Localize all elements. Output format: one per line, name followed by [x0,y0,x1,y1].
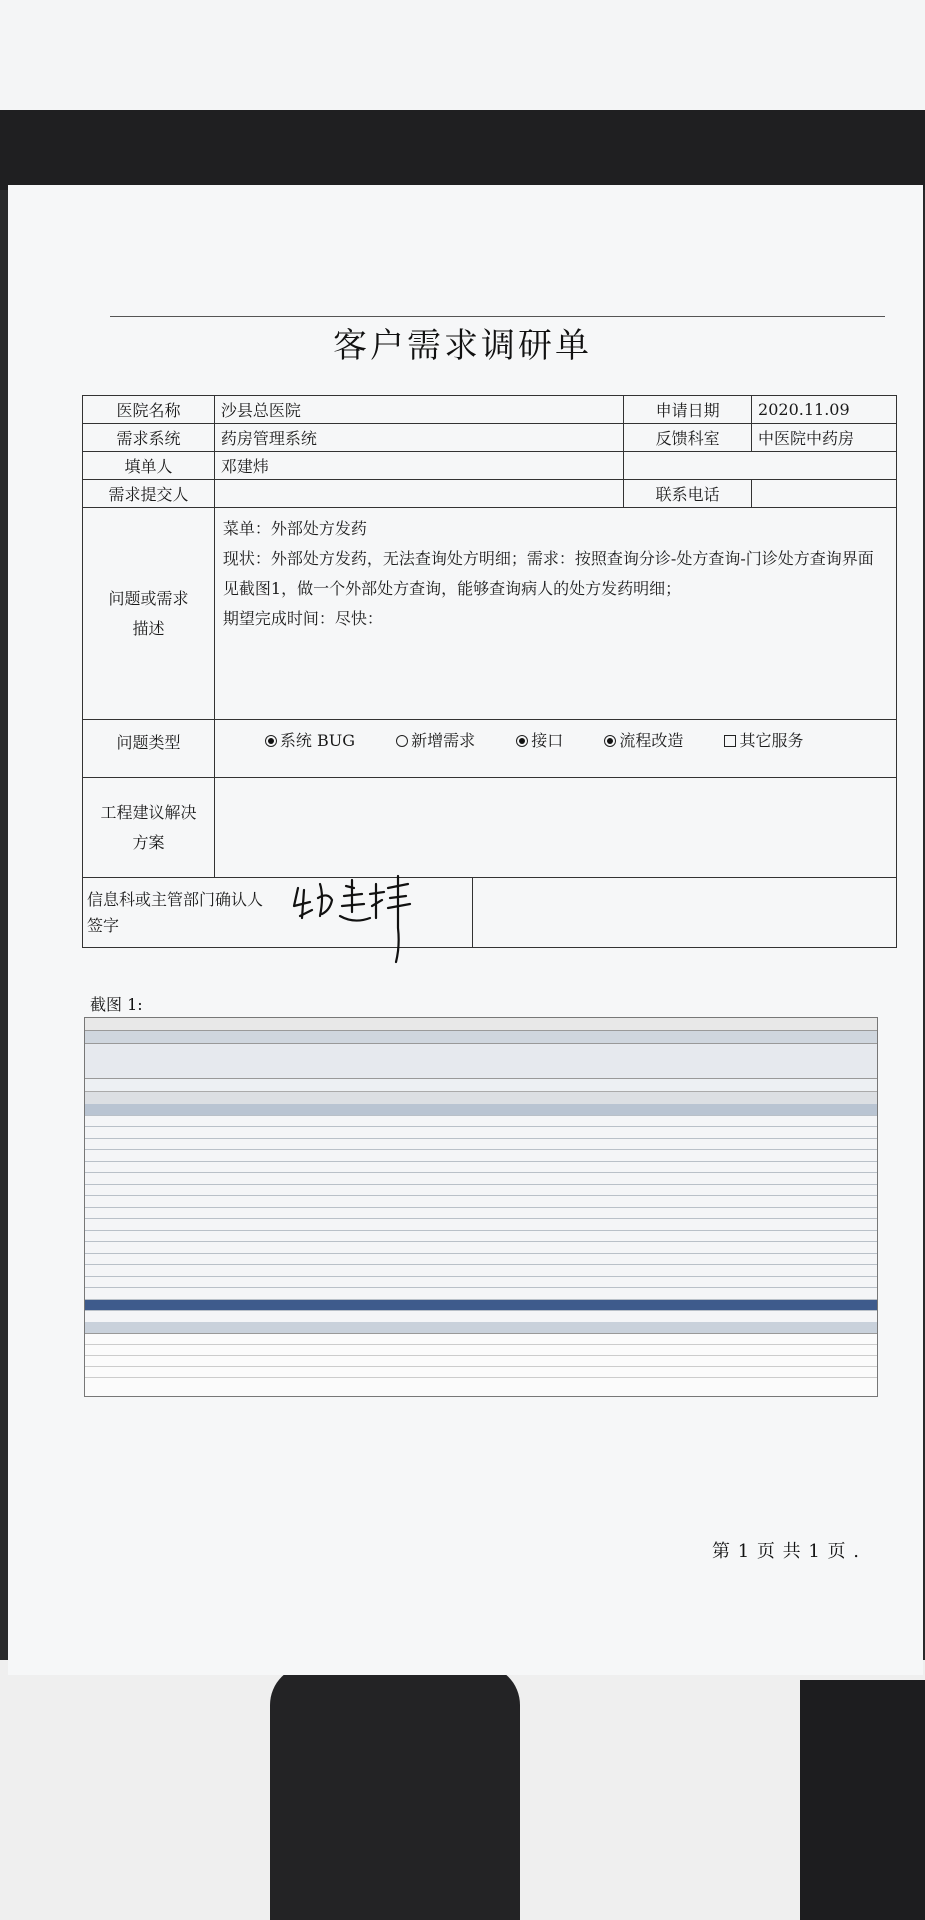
desc-status: 现状：外部处方发药，无法查询处方明细；需求：按照查询分诊-处方查询-门诊处方查询界面见截图1，做一个外部处方查询，能够查询病人的处方发药明细； [222,549,874,598]
sign-label-text: 信息科或主管部门确认人签字 [87,889,264,935]
apply-date-label: 申请日期 [624,396,752,424]
type-label: 问题类型 [83,720,215,778]
screenshot-detail-grid [85,1322,877,1396]
checkbox-empty-icon [724,735,736,747]
grid-row [85,1311,877,1323]
document-title: 客户需求调研单 [333,326,592,366]
filler-label: 填单人 [83,452,215,480]
option-bug [265,728,355,751]
option-interface-label: 接口 [531,731,564,750]
grid-row [85,1231,877,1243]
phone-value [752,480,897,508]
detail-row [85,1345,877,1356]
grid-row [85,1150,877,1162]
dept-label: 反馈科室 [624,424,752,452]
detail-row [85,1367,877,1378]
option-interface [516,728,563,751]
radio-empty-icon [396,735,408,747]
option-other-label: 其它服务 [739,731,804,750]
submitter-label: 需求提交人 [83,480,215,508]
desc-content [214,508,896,720]
radio-checked-icon [516,735,528,747]
hospital-label: 医院名称 [83,396,215,424]
filler-blank [624,452,897,480]
screenshot-menubar [85,1018,877,1031]
grid-header [85,1104,877,1116]
apply-date-value: 2020.11.09 [752,396,897,424]
desc-menu: 菜单：外部处方发药 [222,519,367,538]
detail-row [85,1334,877,1345]
radio-checked-icon [265,735,277,747]
grid-row [85,1139,877,1151]
screenshot-tabs [85,1031,877,1044]
option-process-label: 流程改造 [619,731,684,750]
grid-row [85,1254,877,1266]
grid-row [85,1173,877,1185]
option-process [604,728,683,751]
type-options [214,720,896,778]
sign-blank [472,878,896,948]
desc-deadline: 期望完成时间：尽快： [222,609,383,628]
grid-row [85,1265,877,1277]
dept-value: 中医院中药房 [752,424,897,452]
grid-row-selected [85,1300,877,1312]
screenshot-caption: 截图 1: [90,995,143,1014]
filler-value: 邓建炜 [214,452,623,480]
grid-row [85,1196,877,1208]
radio-checked-icon [604,735,616,747]
screenshot-grid [85,1104,877,1322]
background-person [270,1665,520,1920]
phone-label: 联系电话 [624,480,752,508]
option-other [724,728,803,751]
background-desk [0,110,925,190]
request-form [82,395,897,948]
grid-row [85,1219,877,1231]
grid-row [85,1242,877,1254]
option-bug-label: 系统 BUG [279,731,356,750]
grid-row [85,1127,877,1139]
grid-row [85,1208,877,1220]
grid-row [85,1277,877,1289]
option-new [396,728,475,751]
option-new-label: 新增需求 [411,731,476,750]
grid-row [85,1116,877,1128]
solution-label: 工程建议解决方案 [83,778,215,878]
desc-label: 问题或需求描述 [83,508,215,720]
embedded-screenshot [84,1017,878,1397]
system-value: 药房管理系统 [214,424,623,452]
grid-row [85,1162,877,1174]
title-rule [110,316,885,317]
background-shadow [800,1680,925,1920]
grid-row [85,1185,877,1197]
hospital-value: 沙县总医院 [214,396,623,424]
grid-row [85,1288,877,1300]
solution-value [214,778,896,878]
page-footer: 第 1 页 共 1 页 . [712,1541,860,1562]
system-label: 需求系统 [83,424,215,452]
screenshot-filter [85,1079,877,1092]
screenshot-toolbar [85,1044,877,1079]
detail-header [85,1322,877,1334]
handwritten-signature [290,866,440,966]
submitter-value [214,480,623,508]
detail-row [85,1356,877,1367]
